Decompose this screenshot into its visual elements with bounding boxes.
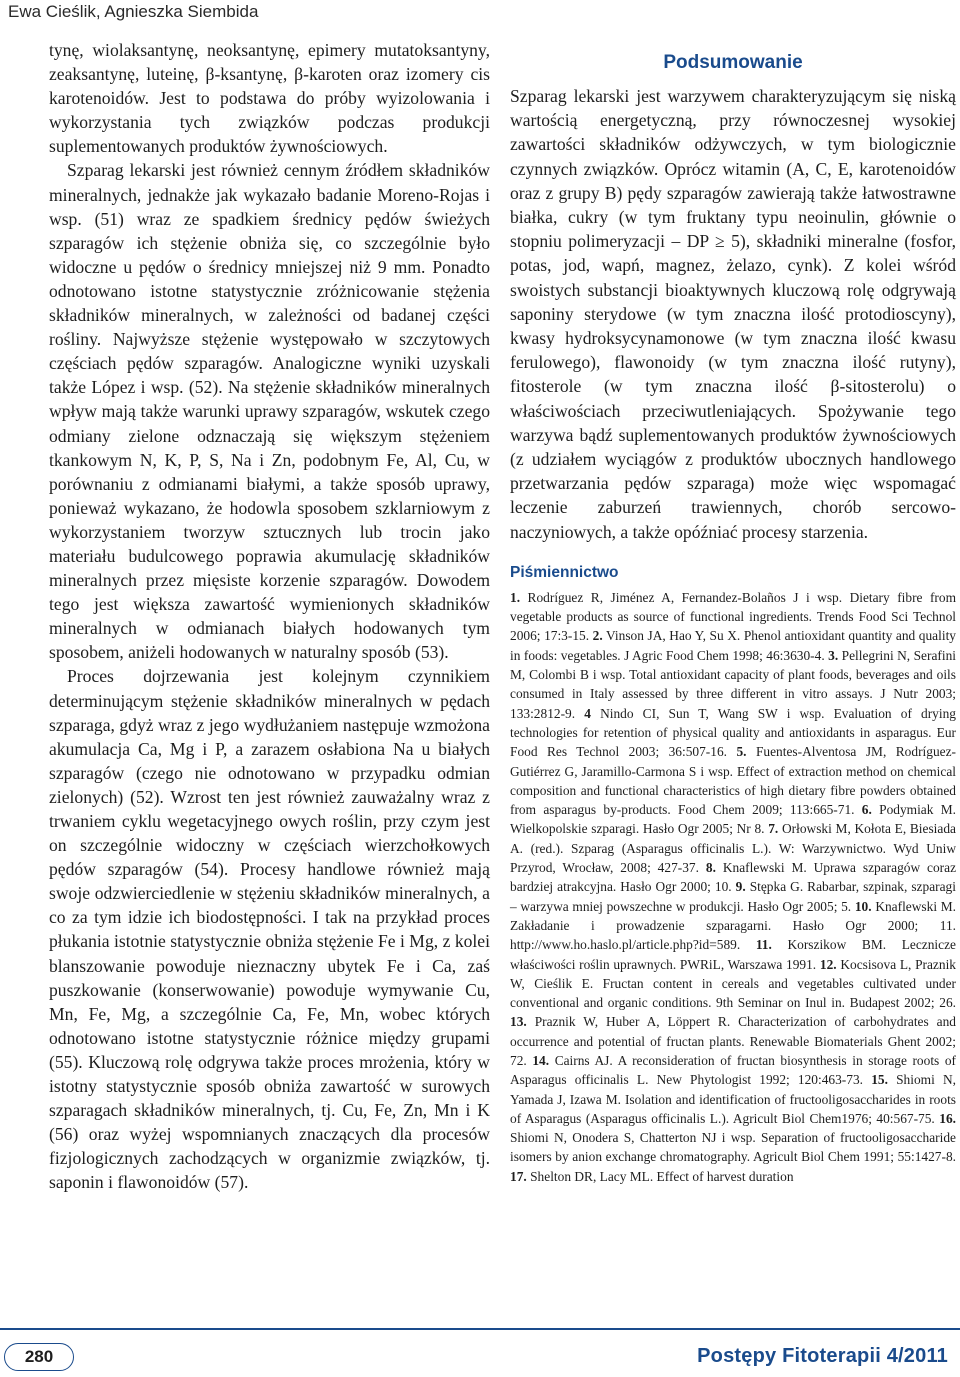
reference-text: Nindo CI, Sun T, Wang SW i wsp. Evaluation of drying technologies for retention of physical quality and antioxidants in asparagus. Eur Food Res Technol 2003; 36:507-16. [510, 705, 956, 760]
reference-number: 14. [532, 1052, 550, 1068]
reference-number: 11. [755, 937, 772, 953]
reference-text: Knaflewski M. Zakładanie i prowadzenie szparagarni. Hasło Ogr 2000; 11. http://www.ho.haslo.pl/article.php?id=589. [510, 898, 956, 953]
reference-text: Praznik W, Huber A, Löppert R. Characterization of carbohydrates and occurrence and potential of fructan plants. Renewable Biomaterials Ghent 2002; 72. [510, 1014, 956, 1068]
reference-number: 12. [819, 956, 837, 972]
reference-number: 17. [510, 1168, 527, 1184]
reference-text: Shelton DR, Lacy ML. Effect of harvest duration [530, 1168, 794, 1184]
reference-text: Shiomi N, Onodera S, Chatterton NJ i wsp. Separation of fructooligosaccharide isomers by anion exchange chromatography. Agricult Biol Chem 1991; 55:1427-8. [510, 1130, 956, 1165]
reference-number: 10. [854, 898, 872, 914]
reference-text: Fuentes-Alventosa JM, Rodríguez-Gutiérrez G, Jaramillo-Carmona S i wsp. Effect of extraction method on chemical composition and functional characteristics of high dietary fibre powders obtained from asparagus by-products. Food Chem 2009; 113:665-71. [510, 744, 956, 818]
reference-text: Cairns AJ. A reconsideration of fructan biosynthesis in storage roots of Asparagus officinalis L. New Phytologist 1992; 120:463-73. [510, 1052, 956, 1088]
reference-item [510, 1169, 794, 1184]
reference-number: 15. [871, 1072, 888, 1088]
page-number: 280 [4, 1343, 74, 1371]
summary-heading: Podsumowanie [663, 52, 803, 73]
reference-text: Kocsisova L, Praznik W, Cieślik E. Fructan content in cereals and vegetables cultivated under conventional and organic conditions. 9th Seminar on Inul in. Budapest 2002; 26. [510, 956, 956, 1011]
running-head-authors: Ewa Cieślik, Agnieszka Siembida [8, 2, 259, 21]
reference-text: Stępka G. Rabarbar, szpinak, szparagi – warzywa mniej powszechne w produkcji. Hasło Ogr 2005; 5. [510, 879, 956, 914]
reference-number: 5. [736, 744, 747, 760]
reference-text: Podymiak M. Wielkopolskie szparagi. Hasło Ogr 2005; Nr 8. [510, 802, 956, 837]
footer-rule [0, 1328, 960, 1330]
journal-title: Postępy Fitoterapii 4/2011 [697, 1345, 948, 1367]
reference-text: Knaflewski M. Uprawa szparagów coraz bardziej atrakcyjna. Hasło Ogr 2000; 10. [510, 860, 957, 895]
body-paragraph: Szparag lekarski jest również cennym źródłem składników mineralnych, jednakże jak wykazało badanie Moreno-Rojas i wsp. (51) wraz ze spadkiem średnicy pędów świeżych szparagów ich stężenie obniża się, co szczególnie było widoczne u pędów o średnicy mniejszej niż 9 mm. Ponadto odnotowano istotne statystycznie zróżnicowanie stężenia składników mineralnych, w zależności od badanej części rośliny. Najwyższe stężenie występowało w szczytowych częściach pędów szparagów. Analogiczne wyniki uzyskali także López i wsp. (52). Na stężenie składników mineralnych wpływ mają także warunki uprawy szparagów, wskutek czego odmiany zielone odznaczają się większym stężeniem tkankowym N, K, P, S, Na i Zn, podobnym Fe, Al, Cu, w porównaniu z odmianami białymi, a także sposób uprawy, ponieważ wykazano, że hodowla sposobem szklarniowym z wykorzystaniem tworzyw sztucznych lub trocin jako materiału budulcowego poprawia akumulację składników mineralnych przez mięsiste korzenie szparagów. Dowodem tego jest większa zawartość wymienionych składników mineralnych w odmianach białych hodowanych tym sposobem, aniżeli hodowanych w naturalny sposób (53). [49, 160, 490, 663]
summary-paragraph: Szparag lekarski jest warzywem charakteryzującym się niską wartością energetyczną, przy równoczesnej wysokiej zawartości składników odżywczych, w tym biologicznie czynnych związków. Oprócz witamin (A, C, E, karotenoidów oraz z grupy B) pędy szparagów zawierają także łatwostrawne białka, cukry (w tym fruktany typu neoinulin, głównie o stopniu polimeryzacji – DP ≥ 5), składniki mineralne (fosfor, potas, jod, wapń, magnez, żelazo, cynk). Z kolei wśród swoistych substancji bioaktywnych kluczową rolę odgrywają saponiny sterydowe (w tym znaczna ilość protodioscyny), kwasy hydroksycynamonowe (w tym znaczna ilość kwasu ferulowego), flawonoidy (w tym znaczna ilość rutyny), fitosterole (w tym znaczna ilość β-sitosterolu) o właściwościach przeciwutleniających. Spożywanie tego warzywa bądź suplementowanych produktów żywnościowych (z udziałem wyciągów z produktów ubocznych handlowego przetwarzania pędów szparaga) może więc wspomagać leczenie zaburzeń trawiennych, chorób sercowo-naczyniowych, a także opóźniać procesy starzenia. [510, 86, 956, 542]
reference-text: Pellegrini N, Serafini M, Colombi B i wsp. Total antioxidant capacity of plant foods, beverages and oils consumed in Italy assessed by three different in vitro assays. J Nutr 2003; 133:2812-9. [510, 647, 956, 721]
reference-text: Korszikow BM. Lecznicze właściwości roślin uprawnych. PWRiL, Warszawa 1991. [510, 937, 956, 972]
body-paragraph: tynę, wiolaksantynę, neoksantynę, epimery mutatoksantyny, zeaksantynę, luteinę, β-ksantynę, β-karoten oraz izomery cis karotenoidów. Jest to podstawa do próby wyizolowania i wykorzystania tych związków podczas produkcji suplementowanych produktów żywnościowych. [49, 40, 490, 157]
right-column [510, 38, 956, 1186]
body-paragraph: Proces dojrzewania jest kolejnym czynnikiem determinującym stężenie składników mineralnych w pędach szparaga, gdyż wraz z jego wydłużaniem następuje wzmożona akumulacja Ca, Mg i P, a zarazem osłabiona Na u białych szparagów (czego nie odnotowano w przypadku odmian zielonych) (52). Wzrost ten jest również zauważalny wraz z trwaniem cyklu wegetacyjnego owych roślin, przy czym jest on szczególnie widoczny w częściach wierzchołkowych pędów szparagów (54). Procesy handlowe również mają swoje odzwierciedlenie w stężeniu składników mineralnych, a co za tym idzie ich biodostępności. I tak na przykład proces płukania istotnie statystycznie obniża stężenie Fe i Mg, z kolei blanszowanie powoduje nieznaczny ubytek Fe i Ca, zaś puszkowanie (konserwowanie) powoduje wymywanie Cu, Mn, Fe, Mg, a szczególnie Ca, Fe, Mn, wobec których odnotowano istotne statystycznie różnice między grupami (55). Kluczową rolę odgrywa także proces mrożenia, który w istotny statystycznie sposób obniża zawartość w surowych szparagach składników mineralnych, tj. Cu, Fe, Zn, Mn i K (56) oraz wyżej wspomnianych znaczących dla procesów fizjologicznych zachodzących w organizmie związków, tj. saponin i flawonoidów (57). [49, 666, 490, 1193]
reference-number: 1. [510, 589, 521, 605]
reference-text: Rodríguez R, Jiménez A, Fernandez-Bolaños J i wsp. Dietary fibre from vegetable products as source of functional ingredients. Trends Food Sci Technol 2006; 17:3-15. [510, 589, 956, 644]
reference-text: Vinson JA, Hao Y, Su X. Phenol antioxidant quantity and quality in foods: vegetables. J Agric Food Chem 1998; 46:3630-4. [510, 628, 956, 663]
reference-text: Shiomi N, Yamada J, Izawa M. Isolation and identification of fructooligosaccharides in roots of Asparagus (Asparagus officinalis L.). Agricult Biol Chem1976; 40:567-75. [510, 1072, 956, 1126]
reference-number: 13. [510, 1014, 527, 1030]
reference-number: 9. [735, 879, 746, 895]
references-heading: Piśmiennictwo [510, 563, 619, 581]
references-list [510, 588, 956, 1186]
reference-number: 6. [861, 802, 872, 818]
reference-number: 3. [828, 647, 839, 663]
reference-number: 7. [768, 821, 779, 837]
reference-number: 16. [939, 1110, 956, 1126]
reference-text: Orłowski M, Kołota E, Biesiada A. (red.). Szparag (Asparagus officinalis L.). W: Warzywnictwo. Wyd Uniw Przyrod, Wrocław, 2008; 427-37. [510, 821, 956, 876]
reference-number: 2. [592, 628, 603, 644]
reference-number: 4 [584, 705, 591, 721]
left-column [49, 38, 490, 1195]
reference-number: 8. [705, 860, 716, 876]
